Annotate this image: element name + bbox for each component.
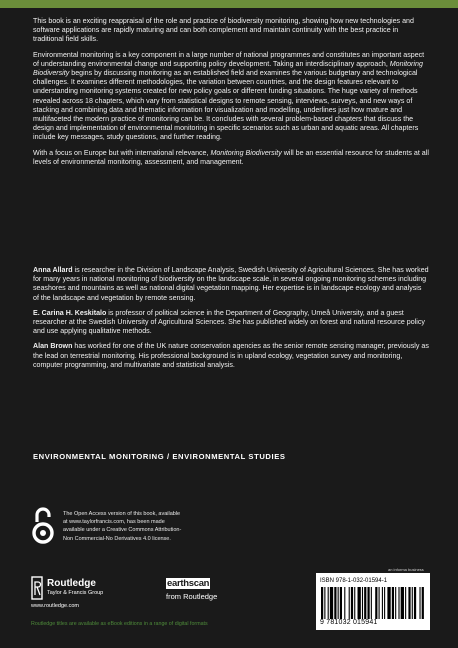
description-paragraph-1: This book is an exciting reappraisal of the role and practice of biodiversity monitoring, showing how new technologies and software applications are rapidly maturing and can both complement and maintain continuity with the best practice in traditional field skills. <box>33 17 414 44</box>
author-name: E. Carina H. Keskitalo <box>33 308 107 317</box>
author-bio: Anna Allard is researcher in the Division of Landscape Analysis, Swedish University of Agricultural Sciences. She has worked for many years in national monitoring of biodiversity on the landscape scale, in several ongoing monitoring schemes including seashores and mountains as well as national digital vegetation mapping. Her expertise is in landscape ecology and analysis of the landscape and vegetation by remote sensing. <box>33 266 429 302</box>
routledge-mark-icon <box>31 576 43 600</box>
top-accent-bar <box>0 0 458 8</box>
open-access-icon <box>31 506 55 546</box>
informa-label: an informa business <box>388 567 424 572</box>
barcode-icon <box>320 587 426 619</box>
barcode-panel <box>316 567 430 630</box>
description-paragraph-3: With a focus on Europe but with international relevance, Monitoring Biodiversity will be an essential resource for students at all levels of environmental monitoring, assessment, and management. <box>33 148 429 166</box>
isbn: ISBN 978-1-032-01594-1 <box>320 578 388 584</box>
author-name: Anna Allard <box>33 266 73 274</box>
publisher-group: Taylor & Francis Group <box>47 590 104 596</box>
publisher-url: www.routledge.com <box>31 603 79 609</box>
description <box>33 17 429 173</box>
subject-category: ENVIRONMENTAL MONITORING / ENVIRONMENTAL STUDIES <box>33 452 286 461</box>
author-bio: E. Carina H. Keskitalo is professor of political science in the Department of Geography, Umeå University, and a guest researcher at the Swedish University of Agricultural Sciences. She has published widely on forest and natural resource policy and use applying qualitative methods. <box>33 308 425 336</box>
author-name: Alan Brown <box>33 342 73 351</box>
author-bios <box>33 266 429 376</box>
description-paragraph-2: Environmental monitoring is a key component in a large number of national programmes and constitutes an important aspect of understanding environmental change and supporting policy development. Taking an interdisciplinary approach, Monitoring Biodiversity begins by discussing monitoring as an established field and examines the various budgetary and technological challenges. It examines different methodologies, the variation between countries, and the design features relevant to understanding monitoring systems created for new policy goals or different funding situations. The huge variety of methods revealed across 18 chapters, which vary from statistical designs to remote sensing, interviews, surveys, and new ways of stacking and combining data and thematic information for visualization and modelling, underlines just how mature and multifaceted the modern practice of monitoring can be. It concludes with several problem-based chapters that discuss the design and implementation of environmental monitoring in specific scenarios such as urban and aquatic areas. All chapters include key messages, study questions, and further reading. <box>33 50 425 142</box>
open-access-notice: The Open Access version of this book, available at www.taylorfrancis.com, has been made available under a Creative Commons Attribution- Non Commercial-No Derivatives 4.0 license. <box>63 511 182 542</box>
author-bio: Alan Brown has worked for one of the UK nature conservation agencies as the senior remote sensing manager, previously as the lead on terrestrial monitoring. His professional background is in upland ecology, vegetation survey and monitoring, computer programming, and multivariate and statistical analysis. <box>33 342 429 369</box>
barcode-number: 9 781032 015941 <box>320 619 378 626</box>
earthscan-logo <box>166 578 236 606</box>
imprint-word: earthscan <box>167 578 210 589</box>
imprint-from: from Routledge <box>166 592 218 601</box>
ebook-note: Routledge titles are available as eBook editions in a range of digital formats <box>31 621 208 627</box>
publisher-name: Routledge <box>47 578 96 589</box>
